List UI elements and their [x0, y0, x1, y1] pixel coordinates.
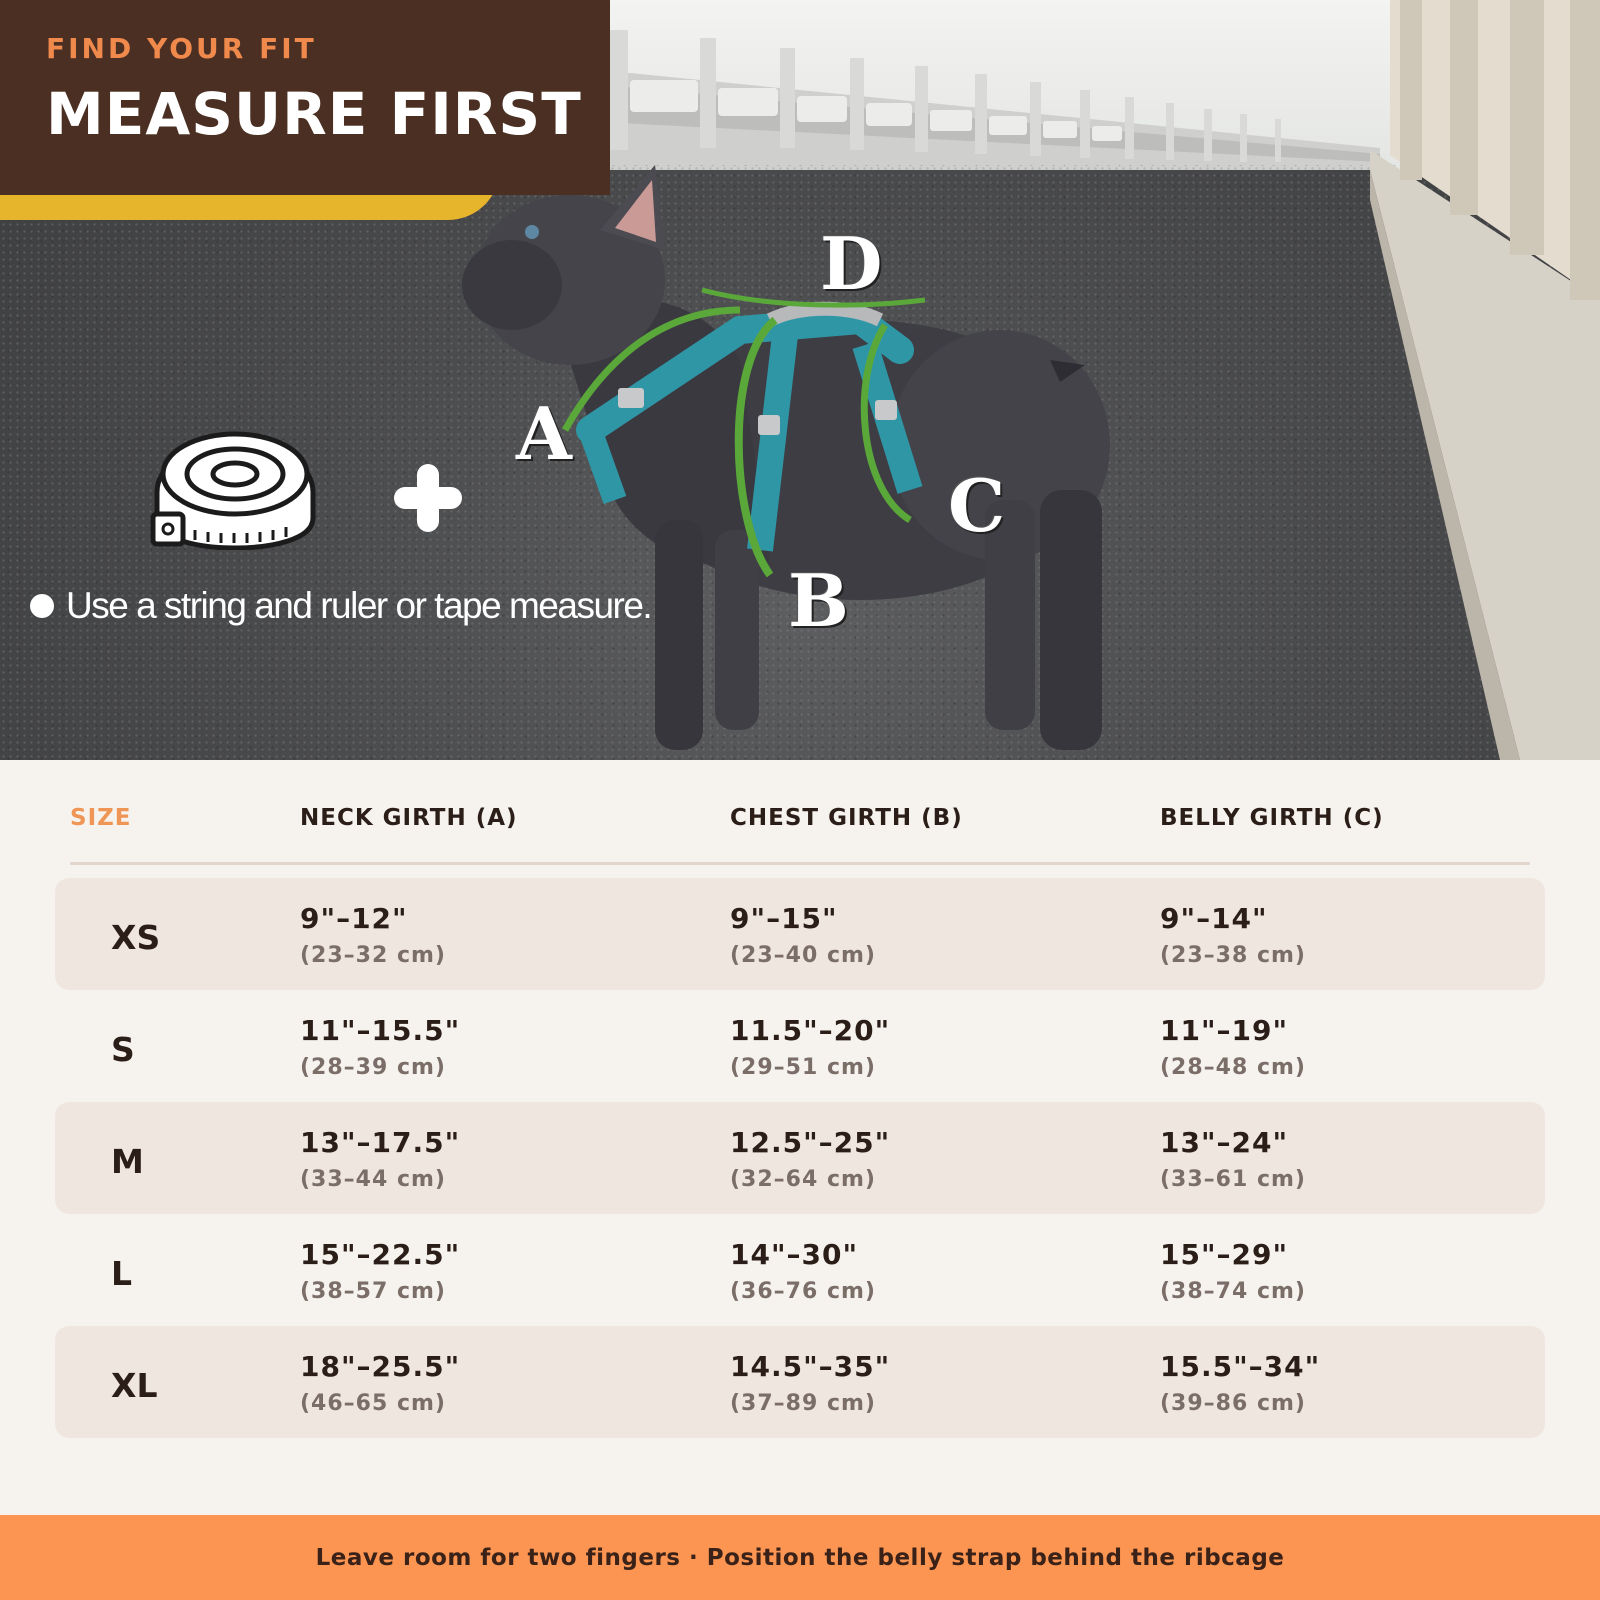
size-label: S — [111, 1030, 135, 1069]
header-divider — [70, 862, 1530, 865]
table-row — [55, 1326, 1545, 1438]
belly-cm: (38–74 cm) — [1160, 1279, 1306, 1304]
bridge-railing — [600, 30, 1380, 170]
page-title: MEASURE FIRST — [46, 80, 582, 148]
chest-cm: (37–89 cm) — [730, 1391, 876, 1416]
chest-cm: (32–64 cm) — [730, 1167, 876, 1192]
chest-cell — [730, 1126, 890, 1192]
size-label: XL — [111, 1366, 158, 1405]
neck-inches: 15"–22.5" — [300, 1238, 461, 1271]
belly-inches: 15"–29" — [1160, 1238, 1289, 1271]
marker-b: B — [788, 558, 849, 643]
measure-tip-text: Use a string and ruler or tape measure. — [66, 585, 652, 626]
table-row — [55, 878, 1545, 990]
header-size: SIZE — [70, 805, 132, 831]
neck-inches: 9"–12" — [300, 902, 408, 935]
size-label: M — [111, 1142, 144, 1181]
belly-cm: (23–38 cm) — [1160, 943, 1306, 968]
eyebrow-text: FIND YOUR FIT — [46, 32, 317, 65]
chest-cell — [730, 1014, 890, 1080]
chest-inches: 14.5"–35" — [730, 1350, 891, 1383]
chest-cm: (29–51 cm) — [730, 1055, 876, 1080]
marker-d: D — [820, 221, 883, 306]
neck-cm: (46–65 cm) — [300, 1391, 446, 1416]
belly-cell — [1160, 1014, 1306, 1080]
tape-measure-icon — [150, 430, 320, 550]
measure-tip — [10, 585, 651, 627]
table-row — [55, 1102, 1545, 1214]
chest-cell — [730, 902, 876, 968]
header-neck-girth: NECK GIRTH (A) — [300, 805, 518, 831]
chest-inches: 14"–30" — [730, 1238, 859, 1271]
neck-cell — [300, 1238, 460, 1304]
chest-cell — [730, 1238, 876, 1304]
header-chest-girth: CHEST GIRTH (B) — [730, 805, 963, 831]
marker-c: C — [948, 463, 1006, 548]
hero-photo — [0, 0, 1600, 760]
chest-inches: 11.5"–20" — [730, 1014, 891, 1047]
table-row — [55, 990, 1545, 1102]
neck-cell — [300, 1350, 460, 1416]
size-label: L — [111, 1254, 133, 1293]
belly-cm: (28–48 cm) — [1160, 1055, 1306, 1080]
neck-inches: 18"–25.5" — [300, 1350, 461, 1383]
title-block — [0, 0, 610, 195]
footer-text: Leave room for two fingers · Position the belly strap behind the ribcage — [315, 1544, 1285, 1571]
belly-cm: (33–61 cm) — [1160, 1167, 1306, 1192]
chest-inches: 12.5"–25" — [730, 1126, 891, 1159]
marker-a: A — [516, 391, 572, 476]
neck-cell — [300, 1126, 460, 1192]
belly-cell — [1160, 1350, 1320, 1416]
neck-cell — [300, 1014, 460, 1080]
neck-inches: 13"–17.5" — [300, 1126, 461, 1159]
chest-cm: (23–40 cm) — [730, 943, 876, 968]
footer-banner — [0, 1515, 1600, 1600]
belly-cell — [1160, 1238, 1306, 1304]
belly-inches: 11"–19" — [1160, 1014, 1289, 1047]
chest-cell — [730, 1350, 890, 1416]
belly-inches: 13"–24" — [1160, 1126, 1289, 1159]
neck-cell — [300, 902, 446, 968]
table-row — [55, 1214, 1545, 1326]
belly-inches: 15.5"–34" — [1160, 1350, 1321, 1383]
belly-inches: 9"–14" — [1160, 902, 1268, 935]
belly-cell — [1160, 902, 1306, 968]
neck-cm: (23–32 cm) — [300, 943, 446, 968]
header-belly-girth: BELLY GIRTH (C) — [1160, 805, 1384, 831]
plus-icon — [390, 460, 466, 536]
neck-cm: (38–57 cm) — [300, 1279, 446, 1304]
neck-cm: (28–39 cm) — [300, 1055, 446, 1080]
chest-inches: 9"–15" — [730, 902, 838, 935]
neck-cm: (33–44 cm) — [300, 1167, 446, 1192]
belly-cell — [1160, 1126, 1306, 1192]
stone-wall — [1370, 0, 1600, 760]
belly-cm: (39–86 cm) — [1160, 1391, 1306, 1416]
chest-cm: (36–76 cm) — [730, 1279, 876, 1304]
bullet-icon — [30, 594, 54, 618]
neck-inches: 11"–15.5" — [300, 1014, 461, 1047]
size-label: XS — [111, 918, 161, 957]
